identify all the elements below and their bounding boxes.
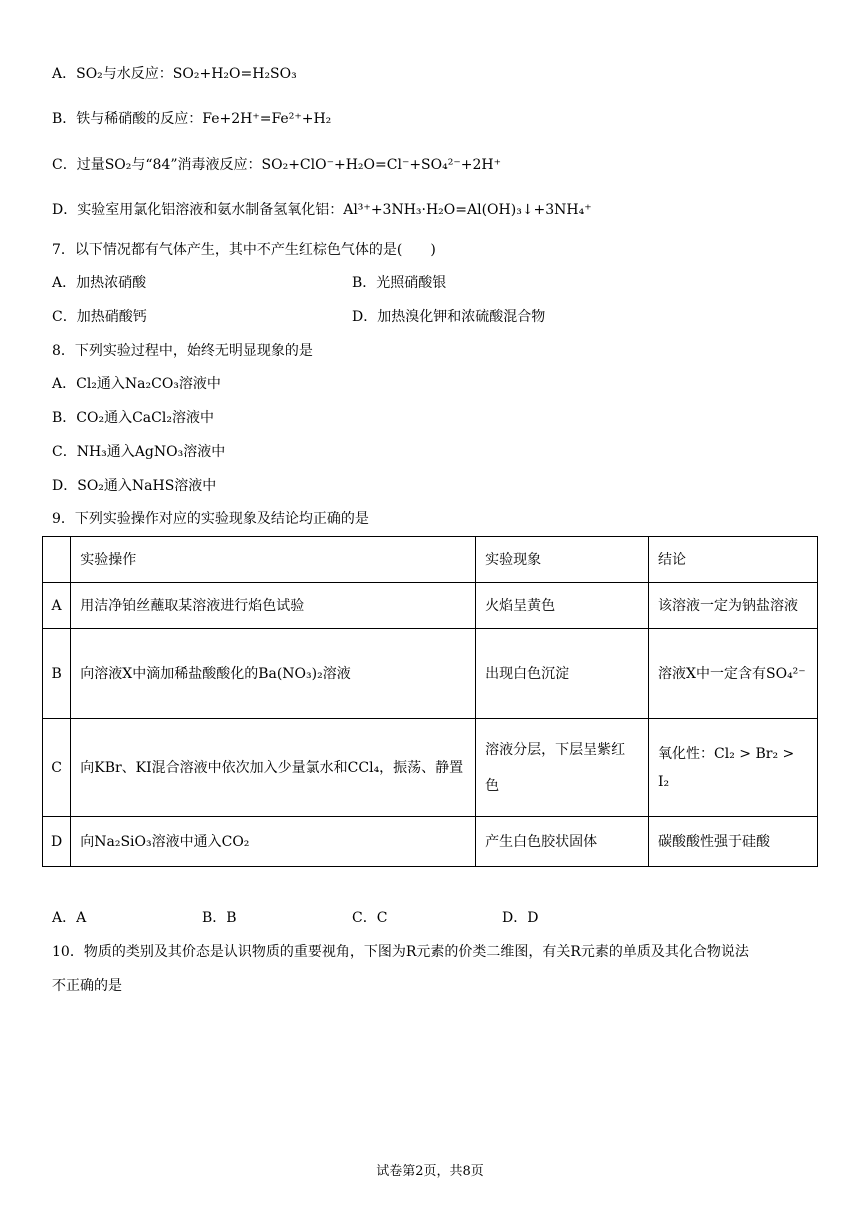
row-label: B	[43, 629, 71, 719]
q8-option-b: B．CO₂通入CaCl₂溶液中	[52, 410, 214, 426]
q10-stem-line2: 不正确的是	[52, 978, 122, 994]
q7-option-a: A．加热浓硝酸	[52, 275, 147, 291]
q9-choice-b: B．B	[202, 910, 237, 926]
row-label: D	[43, 817, 71, 867]
table-row	[43, 817, 818, 867]
row-operation: 向溶液X中滴加稀盐酸酸化的Ba(NO₃)₂溶液	[71, 629, 476, 719]
header-cell-conclusion: 结论	[649, 537, 818, 583]
header-cell-phenomenon: 实验现象	[476, 537, 649, 583]
q7-option-d: D．加热溴化钾和浓硫酸混合物	[352, 309, 546, 325]
row-operation: 向KBr、KI混合溶液中依次加入少量氯水和CCl₄，振荡、静置	[71, 719, 476, 817]
q6-option-d: D．实验室用氯化铝溶液和氨水制备氢氧化铝：Al³⁺+3NH₃·H₂O=Al(OH)₃↓+3NH₄⁺	[52, 202, 592, 218]
q9-choice-c: C．C	[352, 910, 388, 926]
q9-stem: 9．下列实验操作对应的实验现象及结论均正确的是	[52, 511, 369, 527]
q7-options-row2	[52, 307, 546, 327]
table-row	[43, 629, 818, 719]
q10-stem-line1: 10．物质的类别及其价态是认识物质的重要视角，下图为R元素的价类二维图，有关R元素的单质及其化合物说法	[52, 944, 749, 960]
row-conclusion: 氧化性：Cl₂ > Br₂ > I₂	[649, 719, 818, 817]
q7-stem: 7．以下情况都有气体产生，其中不产生红棕色气体的是( )	[52, 242, 436, 258]
q8-option-a: A．Cl₂通入Na₂CO₃溶液中	[52, 376, 221, 392]
q7-option-b: B．光照硝酸银	[352, 275, 447, 291]
header-cell-operation: 实验操作	[71, 537, 476, 583]
q9-choice-d: D．D	[502, 910, 539, 926]
q8-stem: 8．下列实验过程中，始终无明显现象的是	[52, 343, 313, 359]
q6-option-b: B．铁与稀硝酸的反应：Fe+2H⁺=Fe²⁺+H₂	[52, 111, 332, 127]
row-operation: 向Na₂SiO₃溶液中通入CO₂	[71, 817, 476, 867]
row-phenomenon: 出现白色沉淀	[476, 629, 649, 719]
q8-option-c: C．NH₃通入AgNO₃溶液中	[52, 444, 226, 460]
q8-option-d: D．SO₂通入NaHS溶液中	[52, 478, 217, 494]
q6-option-c: C．过量SO₂与“84”消毒液反应：SO₂+ClO⁻+H₂O=Cl⁻+SO₄²⁻+2H⁺	[52, 157, 501, 173]
page-footer: 试卷第2页，共8页	[376, 1164, 484, 1179]
row-conclusion: 溶液X中一定含有SO₄²⁻	[649, 629, 818, 719]
row-phenomenon: 火焰呈黄色	[476, 583, 649, 629]
q6-option-a: A．SO₂与水反应：SO₂+H₂O=H₂SO₃	[52, 66, 297, 82]
row-phenomenon: 产生白色胶状固体	[476, 817, 649, 867]
row-conclusion: 该溶液一定为钠盐溶液	[649, 583, 818, 629]
row-label: A	[43, 583, 71, 629]
table-row	[43, 583, 818, 629]
table-header-row	[43, 537, 818, 583]
q9-choice-a: A．A	[52, 910, 87, 926]
row-label: C	[43, 719, 71, 817]
q9-table	[42, 536, 818, 867]
q7-options-row1	[52, 273, 447, 293]
row-conclusion: 碳酸酸性强于硅酸	[649, 817, 818, 867]
row-phenomenon: 溶液分层，下层呈紫红色	[476, 719, 649, 817]
header-cell-label	[43, 537, 71, 583]
row-operation: 用洁净铂丝蘸取某溶液进行焰色试验	[71, 583, 476, 629]
q7-option-c: C．加热硝酸钙	[52, 309, 147, 325]
table-row	[43, 719, 818, 817]
